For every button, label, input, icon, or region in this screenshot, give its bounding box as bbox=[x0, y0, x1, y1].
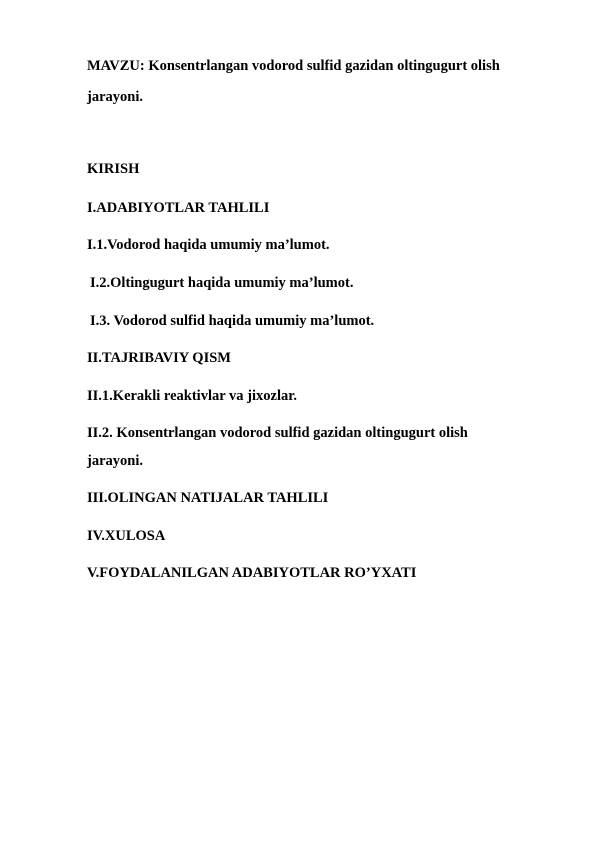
toc-item-2-1: II.1.Kerakli reaktivlar va jixozlar. bbox=[87, 388, 297, 404]
toc-item-adabiyotlar-tahlili: I.ADABIYOTLAR TAHLILI bbox=[87, 200, 270, 216]
toc-item-2-2-line-2: jarayoni. bbox=[87, 453, 143, 469]
toc-item-tajribaviy-qism: II.TAJRIBAVIY QISM bbox=[87, 350, 231, 366]
toc-item-natijalar-tahlili: III.OLINGAN NATIJALAR TAHLILI bbox=[87, 490, 329, 506]
toc-item-1-2: I.2.Oltingugurt haqida umumiy ma’lumot. bbox=[90, 275, 354, 291]
toc-item-1-3: I.3. Vodorod sulfid haqida umumiy ma’lumot. bbox=[90, 313, 375, 329]
toc-item-xulosa: IV.XULOSA bbox=[87, 528, 166, 544]
toc-item-2-2-line-1: II.2. Konsentrlangan vodorod sulfid gazidan oltingugurt olish bbox=[87, 425, 468, 441]
toc-item-adabiyotlar-royxati: V.FOYDALANILGAN ADABIYOTLAR RO’YXATI bbox=[87, 565, 417, 581]
toc-item-1-1: I.1.Vodorod haqida umumiy ma’lumot. bbox=[87, 237, 330, 253]
document-title-line-1: MAVZU: Konsentrlangan vodorod sulfid gazidan oltingugurt olish bbox=[87, 58, 500, 74]
document-title-line-2: jarayoni. bbox=[87, 89, 143, 105]
toc-item-kirish: KIRISH bbox=[87, 161, 140, 177]
